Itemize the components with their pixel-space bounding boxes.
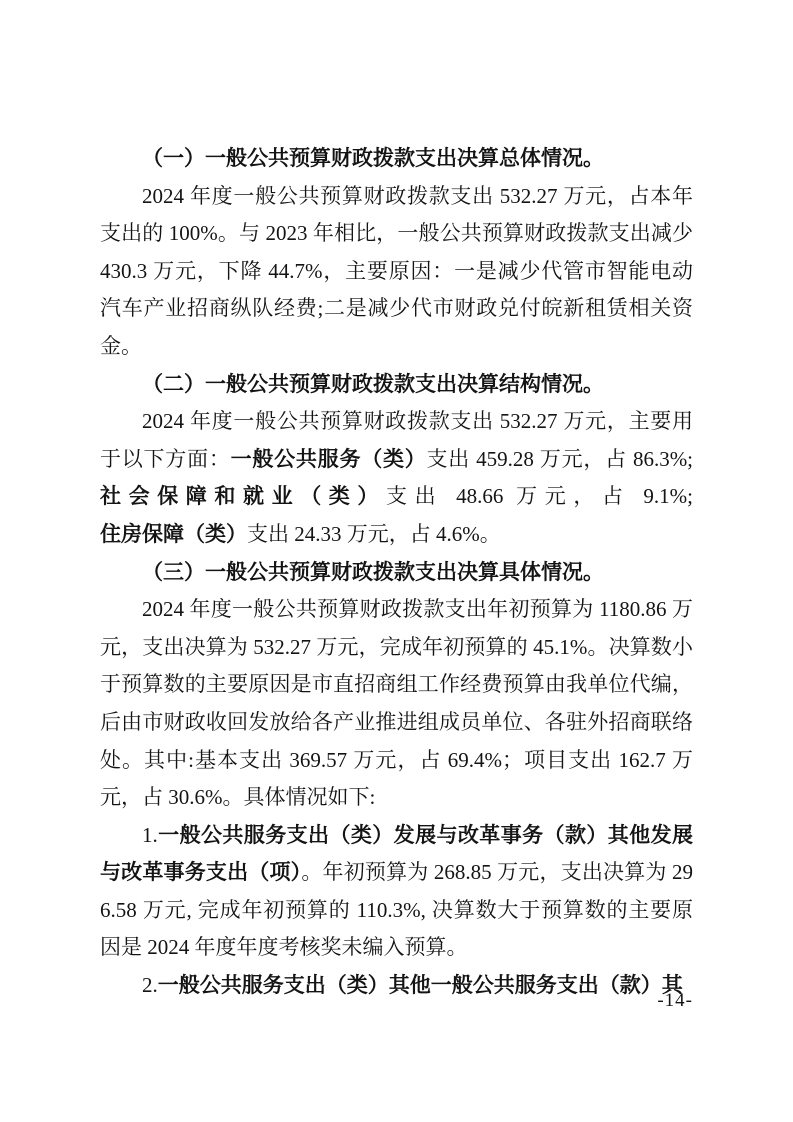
item-title-bold: 一般公共服务支出（类）其他一般公共服务支出（款）其 bbox=[157, 973, 683, 998]
text-run: 支出 459.28 万元，占 86.3%; bbox=[426, 446, 694, 471]
item-title-bold: 一般公共服务支出（类）发展与改革事务（款）其他发展与改革事务支出（项） bbox=[100, 822, 693, 885]
paragraph-item-1 bbox=[100, 817, 693, 967]
section-heading-overall: （一）一般公共预算财政拨款支出决算总体情况。 bbox=[142, 146, 604, 170]
paragraph-item-2 bbox=[100, 967, 693, 1005]
item-number: 1. bbox=[142, 822, 158, 847]
paragraph-overall bbox=[100, 178, 693, 366]
text-run-bold: 住房保障（类） bbox=[100, 521, 247, 546]
text-run: 。年初预算为 268.85 万元，支出决算为 296.58 万元, 完成年初预算的 110.3%, 决算数大于预算数的主要原因是 2024 年度年度考核奖未编入预算。 bbox=[100, 860, 694, 960]
section-heading-detail: （三）一般公共预算财政拨款支出决算具体情况。 bbox=[142, 559, 604, 584]
text-run: 2024 年度一般公共预算财政拨款支出 532.27 万元，主要用于以下方面： bbox=[100, 409, 693, 471]
paragraph-detail bbox=[100, 591, 693, 817]
paragraph-structure bbox=[100, 403, 693, 553]
text-run: 支出 48.66 万元，占 9.1%; bbox=[386, 484, 694, 509]
text-run: 2024 年度一般公共预算财政拨款支出 532.27 万元，占本年支出的 100%。与 2023 年相比，一般公共预算财政拨款支出减少 430.3 万元，下降 44.7%，主要原因：一是减少代管市智能电动汽车产业招商纵队经费;二是减少代市财政兑付皖新租赁相关资金。 bbox=[100, 183, 693, 358]
text-run-bold: 社会保障和就业（类） bbox=[100, 484, 387, 509]
page-number: -14- bbox=[657, 990, 693, 1011]
document-body bbox=[100, 140, 693, 1005]
item-number: 2. bbox=[142, 973, 158, 998]
text-run-bold: 一般公共服务（类） bbox=[230, 446, 427, 471]
text-run: 2024 年度一般公共预算财政拨款支出年初预算为 1180.86 万元，支出决算为 532.27 万元，完成年初预算的 45.1%。决算数小于预算数的主要原因是市直招商组工作经费预算由我单位代编，后由市财政收回发放给各产业推进组成员单位、各驻外招商联络处。其中:基本支出 369.57 万元，占 69.4%；项目支出 162.7 万元，占 30.6%。具体情况如下: bbox=[100, 597, 693, 810]
text-run: 支出 24.33 万元，占 4.6%。 bbox=[247, 521, 501, 546]
section-heading-structure: （二）一般公共预算财政拨款支出决算结构情况。 bbox=[142, 371, 604, 396]
